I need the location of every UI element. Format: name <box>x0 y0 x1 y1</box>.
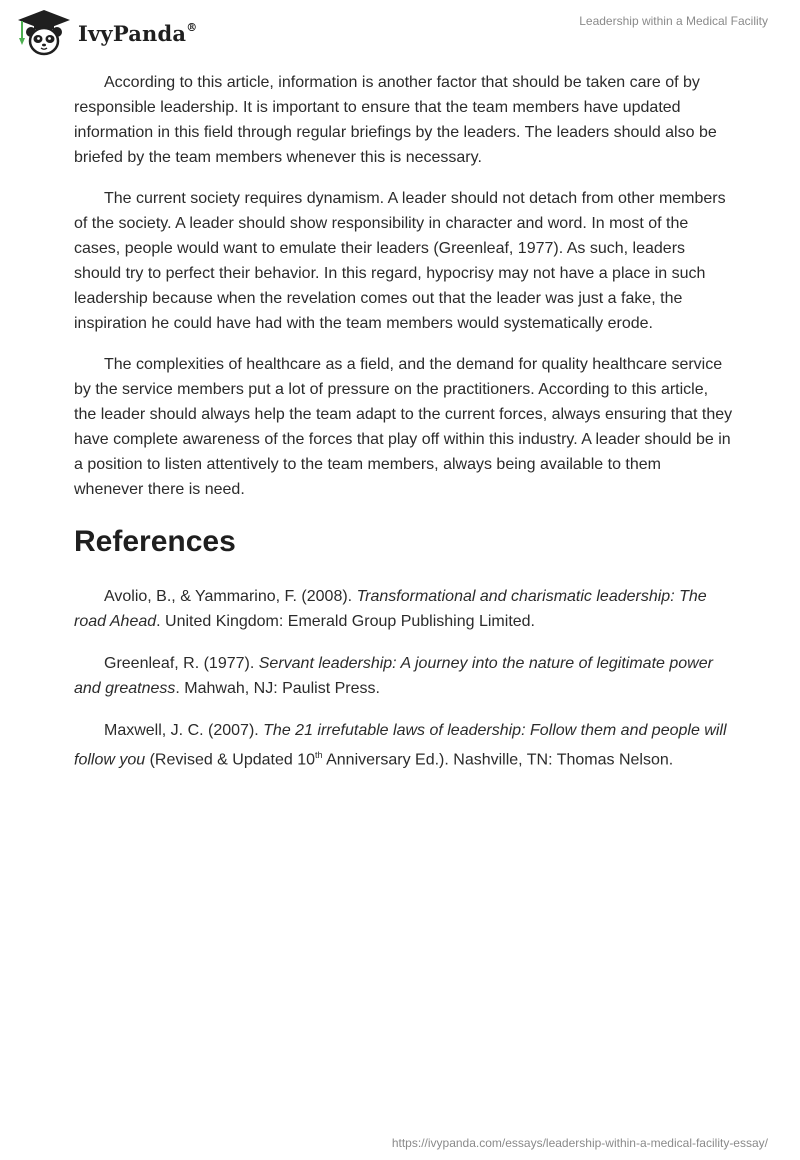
panda-graduate-icon <box>14 8 74 58</box>
brand-logo[interactable] <box>14 8 197 58</box>
reference-publisher: . Mahwah, NJ: Paulist Press. <box>175 680 380 697</box>
document-title: Leadership within a Medical Facility <box>579 14 768 28</box>
references-heading: References <box>74 525 236 558</box>
reference-title: Transformational and charismatic leadership: The road Ahead <box>74 588 707 630</box>
reference-authors: Greenleaf, R. (1977). <box>104 655 259 672</box>
brand-name: IvyPanda® <box>78 20 198 46</box>
reference-edition: (Revised & Updated 10 <box>145 751 316 769</box>
source-url[interactable]: https://ivypanda.com/essays/leadership-within-a-medical-facility-essay/ <box>391 1136 768 1150</box>
body-paragraph: The current society requires dynamism. A leader should not detach from other members of the society. A leader should show responsibility in character and word. In most of the cases, people would want to emulate their leaders (Greenleaf, 1977). As such, leaders should try to perfect their behavior. In this regard, hypocrisy may not have a place in such leadership because when the revelation comes out that the leader was just a fake, the inspiration he could have had with the team members would systematically erode. <box>74 190 726 332</box>
reference-title: The 21 irrefutable laws of leadership: Follow them and people will follow you <box>74 722 727 769</box>
essay-content <box>74 70 734 789</box>
body-paragraph: The complexities of healthcare as a field, and the demand for quality healthcare service by the service members put a lot of pressure on the practitioners. According to this article, the leader should always help the team adapt to the current forces, always ensuring that they have complete awareness of the forces that play off within this industry. A leader should be in a position to listen attentively to the team members, always being available to them whenever there is need. <box>74 356 733 498</box>
body-paragraph: According to this article, information is another factor that should be taken care of by responsible leadership. It is important to ensure that the team members have updated information in this field through regular briefings by the leaders. The leaders should also be briefed by the team members whenever this is necessary. <box>74 74 717 166</box>
reference-authors: Maxwell, J. C. (2007). <box>104 722 264 739</box>
reference-item <box>74 651 734 701</box>
reference-title: Servant leadership: A journey into the nature of legitimate power and greatness <box>74 655 713 697</box>
reference-edition-suffix: th <box>315 750 323 760</box>
reference-authors: Avolio, B., & Yammarino, F. (2008). <box>104 588 357 605</box>
reference-item <box>74 718 734 772</box>
reference-publisher: . United Kingdom: Emerald Group Publishing Limited. <box>156 613 535 630</box>
reference-item <box>74 584 734 634</box>
page-header <box>0 0 800 70</box>
registered-mark: ® <box>186 20 198 34</box>
reference-publisher: Anniversary Ed.). Nashville, TN: Thomas Nelson. <box>322 751 674 769</box>
